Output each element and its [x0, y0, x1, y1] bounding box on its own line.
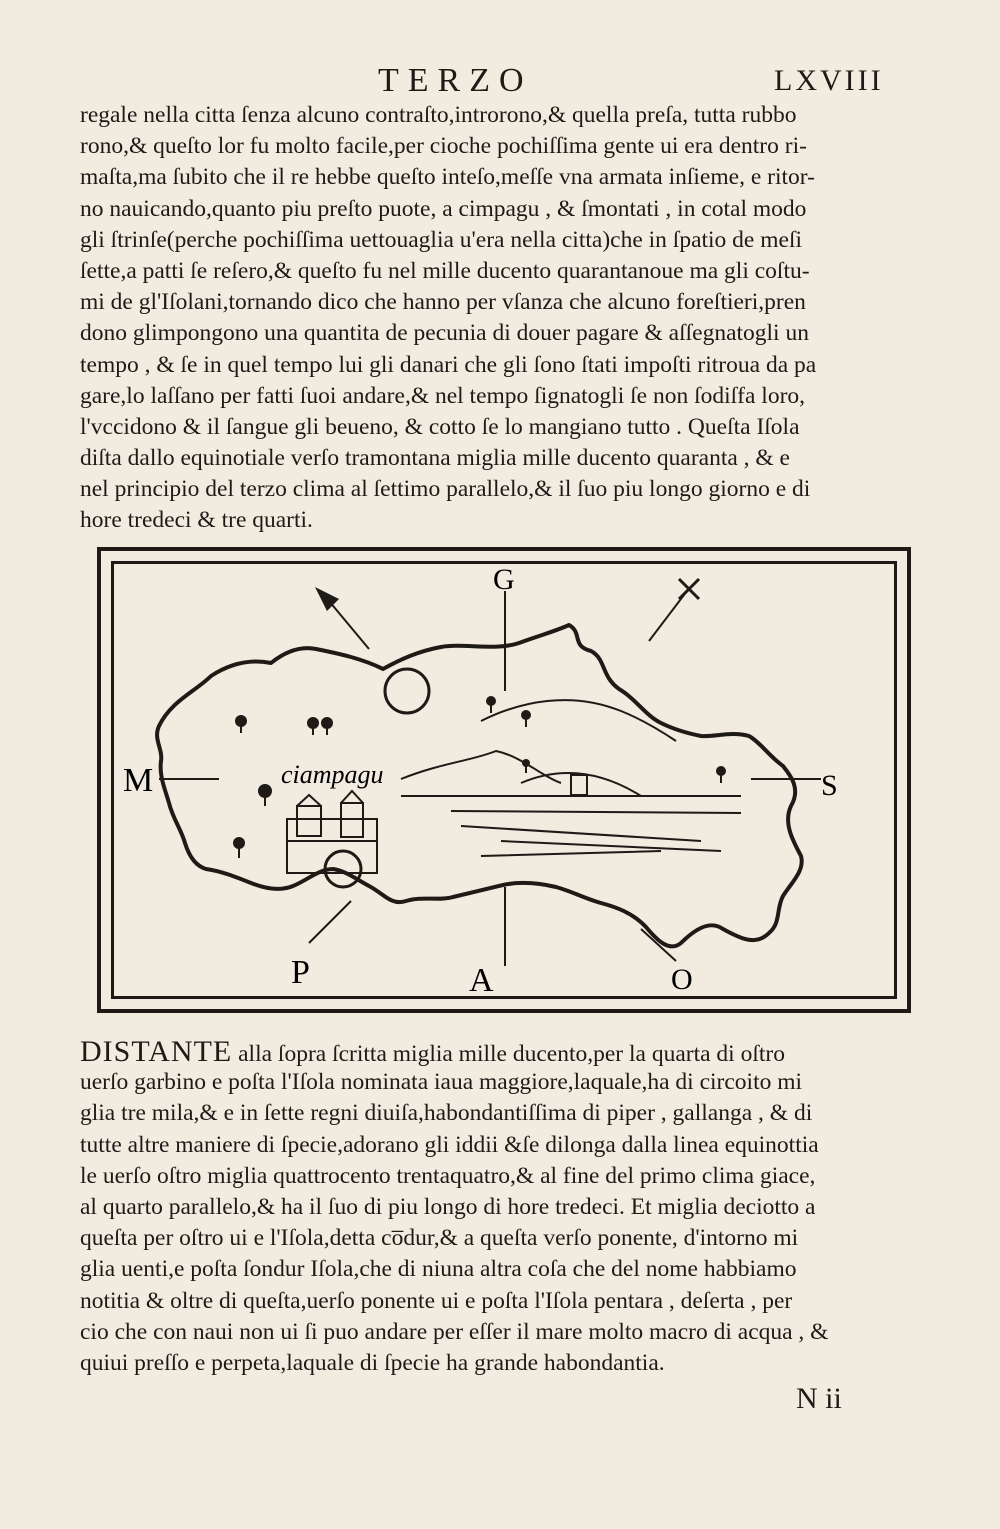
text-line-first [80, 1036, 910, 1067]
text-line: dono glimpongono una quantita de pecunia di douer pagare & aſſegnatogli un [80, 320, 809, 347]
text-line: le uerſo oſtro miglia quattrocento trentaquatro,& al fine del primo clima giace, [80, 1162, 816, 1189]
text-line: tutte altre maniere di ſpecie,adorano gli iddii &ſe dilonga dalla linea equinottia [80, 1131, 819, 1158]
text-line: nel principio del terzo clima al ſettimo parallelo,& il ſuo piu longo giorno e di [80, 476, 811, 503]
compass-south-letter: A [469, 962, 494, 999]
text-line: cio che con naui non ui ſi puo andare per eſſer il mare molto macro di acqua , & [80, 1318, 829, 1345]
text-line: rono,& queſto lor fu molto facile,per cioche pochiſſima gente ui era dentro ri- [80, 133, 807, 160]
city-drawing [287, 775, 587, 873]
text-line: notitia & oltre di queſta,uerſo ponente ui e poſta l'Iſola pentara , deſerta , per [80, 1287, 793, 1314]
compass-west-letter: M [123, 762, 154, 799]
text-line: maſta,ma ſubito che il re hebbe queſto inteſo,meſſe vna armata inſieme, e ritor- [80, 164, 815, 191]
text-line: no nauicando,quanto piu preſto puote, a cimpagu , & ſmontati , in cotal modo [80, 195, 807, 222]
southwest-wind-line [309, 901, 351, 943]
text-line: al quarto parallelo,& ha il ſuo di piu longo di hore tredeci. Et miglia deciotto a [80, 1193, 816, 1220]
island-map-illustration [101, 551, 909, 1011]
woodcut-map [97, 547, 911, 1013]
running-head [0, 62, 1000, 102]
text-line: glia tre mila,& e in ſette regni diuiſa,habondantiſſima di piper , gallanga , & di [80, 1100, 813, 1127]
text-line: regale nella citta ſenza alcuno contraſto,introrono,& quella preſa, tutta rubbo [80, 102, 797, 128]
northwest-wind-line [329, 601, 369, 649]
island-coastline [157, 625, 802, 946]
text-line: tempo , & ſe in quel tempo lui gli danari che gli ſono ſtati impoſti ritroua da pa [80, 351, 817, 378]
north-bay-circle [385, 669, 429, 713]
text-line: diſta dallo equinotiale verſo tramontana miglia mille ducento quaranta , & e [80, 445, 790, 472]
text-line: uerſo garbino e poſta l'Iſola nominata iaua maggiore,laquale,ha di circoito mi [80, 1069, 803, 1096]
top-paragraph [80, 100, 910, 537]
place-label-ciampagu: ciampagu [281, 760, 384, 789]
text-line: gli ſtrinſe(perche pochiſſima uettouaglia u'era nella citta)che in ſpatio de meſi [80, 226, 803, 253]
text-line: mi de gl'Iſolani,tornando dico che hanno per vſanza che alcuno foreſtieri,pren [80, 289, 806, 316]
text-line: quiui preſſo e perpeta,laquale di ſpecie ha grande habondantia. [80, 1349, 665, 1376]
compass-southwest-letter: P [291, 954, 310, 991]
text-line: gare,lo laſſano per fatti ſuoi andare,& nel tempo ſignatogli ſe non ſodiſfa loro, [80, 382, 806, 409]
text-line: hore tredeci & tre quarti. [80, 507, 313, 534]
compass-east-letter: S [821, 769, 838, 802]
text-line: l'vccidono & il ſangue gli beueno, & cotto ſe lo mangiano tutto . Queſta Iſola [80, 413, 800, 440]
bottom-paragraph [80, 1036, 910, 1379]
compass-north-letter: G [493, 563, 515, 596]
text-line: queſta per oſtro ui e l'Iſola,detta co̅dur,& a queſta verſo ponente, d'intorno mi [80, 1225, 799, 1252]
first-line-rest: alla ſopra ſcritta miglia mille ducento,per la quarta di oſtro [232, 1041, 785, 1067]
text-line: glia uenti,e poſta ſondur Iſola,che di niuna altra coſa che del nome habbiamo [80, 1256, 797, 1283]
signature-mark: N ii [796, 1382, 842, 1415]
running-title: TERZO [378, 62, 533, 99]
compass-southeast-letter: O [671, 963, 693, 996]
text-line: ſette,a patti ſe reſero,& queſto fu nel mille ducento quarantanoue ma gli coſtu- [80, 257, 810, 284]
drop-word: DISTANTE [80, 1036, 233, 1068]
folio-number: LXVIII [774, 64, 884, 97]
cross-icon [679, 579, 699, 599]
